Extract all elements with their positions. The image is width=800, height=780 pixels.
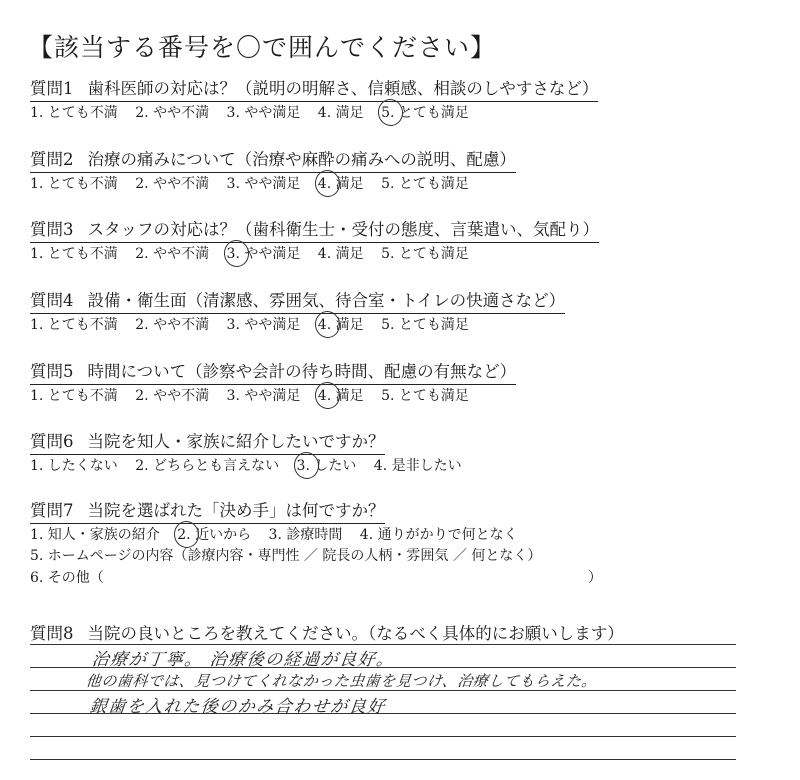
question-text: 設備・衛生面（清潔感、雰囲気、待合室・トイレの快適さなど） (87, 291, 566, 310)
option-3[interactable]: 3. やや満足 (226, 246, 301, 262)
question-1 (30, 78, 770, 123)
handwritten-answer-2: 他の歯科では、見つけてくれなかった虫歯を見つけ、治療してもらえた。 (85, 672, 598, 690)
answer-options (30, 103, 770, 123)
answer-options (30, 386, 770, 406)
option-1[interactable]: 1. とても不満 (30, 317, 118, 333)
option-5[interactable]: 5. とても満足 (381, 176, 469, 192)
answer-options (30, 174, 770, 194)
option-1[interactable]: 1. とても不満 (30, 246, 118, 262)
option-3[interactable]: 3. やや満足 (226, 317, 301, 333)
option-4[interactable]: 4. 満足 (317, 388, 364, 404)
answer-line (30, 736, 736, 737)
option-3[interactable]: 3. したい (296, 458, 357, 474)
question-6 (30, 431, 770, 476)
option-3[interactable]: 3. やや満足 (226, 176, 301, 192)
option-1[interactable]: 1. とても不満 (30, 105, 118, 121)
option-2[interactable]: 2. やや不満 (135, 105, 210, 121)
option-4[interactable]: 4. 是非したい (373, 458, 462, 474)
option-2[interactable]: 2. 近いから (177, 527, 252, 543)
option-4[interactable]: 4. 満足 (317, 246, 364, 262)
question-text: 当院を知人・家族に紹介したいですか？ (87, 432, 385, 451)
question-number: 質問6 (30, 432, 74, 451)
question-number: 質問7 (30, 501, 74, 520)
question-number: 質問1 (30, 79, 74, 98)
option-4[interactable]: 4. 満足 (317, 176, 364, 192)
question-number: 質問5 (30, 362, 74, 381)
question-5 (30, 361, 770, 406)
question-text: 当院の良いところを教えてください。（なるべく具体的にお願いします） (87, 624, 624, 643)
handwritten-answer-3: 銀歯を入れた後のかみ合わせが良好 (88, 697, 387, 717)
option-4[interactable]: 4. 通りがかりで何となく (359, 527, 518, 543)
option-4[interactable]: 4. 満足 (317, 317, 364, 333)
option-2[interactable]: 2. どちらとも言えない (135, 458, 280, 474)
option-5[interactable]: 5. とても満足 (381, 105, 469, 121)
option-2[interactable]: 2. やや不満 (135, 317, 210, 333)
question-title (30, 149, 516, 173)
answer-options (30, 456, 770, 476)
question-2 (30, 149, 770, 194)
option-6-line[interactable] (30, 567, 770, 589)
question-title (30, 290, 565, 314)
answer-options (30, 244, 770, 264)
form-heading: 【該当する番号を〇で囲んでください】 (28, 33, 497, 62)
handwritten-answer-1: 治療が丁寧。 治療後の経過が良好。 (90, 650, 396, 670)
question-3 (30, 219, 770, 264)
question-text: 治療の痛みについて（治療や麻酔の痛みへの説明、配慮） (87, 150, 516, 169)
question-title (30, 431, 385, 455)
option-3[interactable]: 3. やや満足 (226, 105, 301, 121)
option-2[interactable]: 2. やや不満 (135, 246, 210, 262)
question-title (30, 78, 598, 102)
option-3[interactable]: 3. やや満足 (226, 388, 301, 404)
answer-line (30, 759, 736, 760)
option-3[interactable]: 3. 診療時間 (268, 527, 343, 543)
option-1[interactable]: 1. とても不満 (30, 388, 118, 404)
question-number: 質問8 (30, 624, 74, 643)
option-5[interactable]: 5. とても満足 (381, 317, 469, 333)
question-number: 質問4 (30, 291, 74, 310)
option-6-label: 6. その他（ (30, 570, 104, 586)
question-text: 歯科医師の対応は？（説明の明解さ、信頼感、相談のしやすさなど） (87, 79, 599, 98)
option-1[interactable]: 1. とても不満 (30, 176, 118, 192)
question-title (30, 500, 385, 524)
option-1[interactable]: 1. 知人・家族の紹介 (30, 527, 160, 543)
question-title (30, 361, 516, 385)
option-6-close: ） (588, 570, 602, 586)
option-5-line[interactable]: 5. ホームページの内容（診療内容・専門性 ／ 院長の人柄・雰囲気 ／ 何となく） (30, 548, 542, 564)
option-1[interactable]: 1. したくない (30, 458, 118, 474)
question-8 (30, 620, 740, 644)
option-2[interactable]: 2. やや不満 (135, 176, 210, 192)
question-number: 質問3 (30, 220, 74, 239)
question-text: スタッフの対応は？（歯科衛生士・受付の態度、言葉遣い、気配り） (87, 220, 599, 239)
question-title (30, 219, 599, 243)
question-7 (30, 500, 770, 589)
question-text: 時間について（診察や会計の待ち時間、配慮の有無など） (87, 362, 517, 381)
option-5[interactable]: 5. とても満足 (381, 246, 469, 262)
question-number: 質問2 (30, 150, 74, 169)
answer-options (30, 315, 770, 335)
question-text: 当院を選ばれた「決め手」は何ですか？ (87, 501, 385, 520)
answer-options (30, 525, 770, 545)
option-4[interactable]: 4. 満足 (317, 105, 364, 121)
question-4 (30, 290, 770, 335)
option-5[interactable]: 5. とても満足 (381, 388, 469, 404)
option-2[interactable]: 2. やや不満 (135, 388, 210, 404)
